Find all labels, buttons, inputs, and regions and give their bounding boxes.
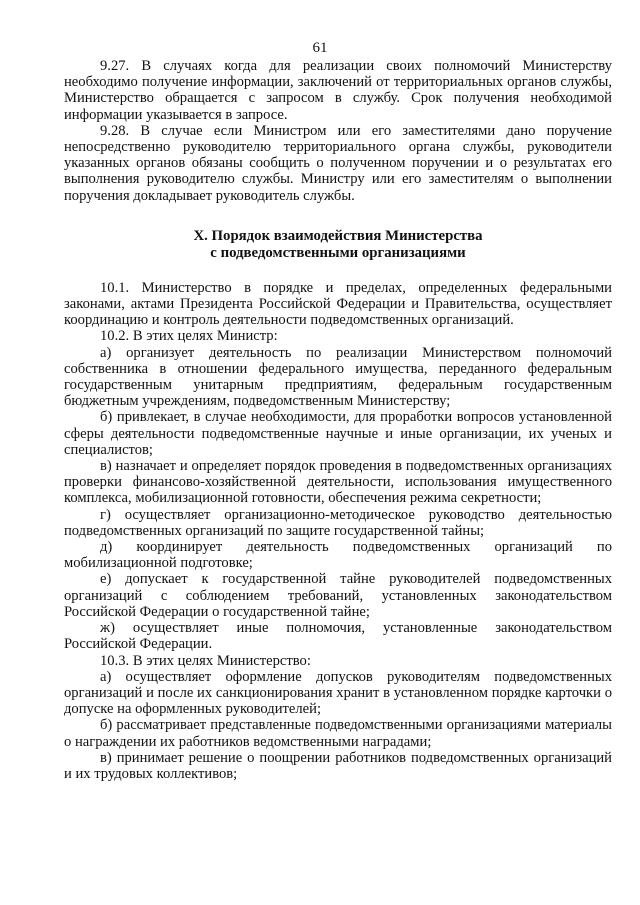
section-heading-line-2: с подведомственными организациями — [210, 244, 466, 261]
paragraph-10-2: 10.2. В этих целях Министр: — [100, 328, 278, 345]
section-heading — [64, 228, 612, 262]
list-item-10-2-b: б) привлекает, в случае необходимости, для проработки вопросов установленной сферы деятельности подведомственные научные и иные организации, их ученых и специалистов; — [64, 409, 612, 458]
document-body — [64, 58, 612, 782]
section-heading-line-1: X. Порядок взаимодействия Министерства — [193, 227, 483, 244]
page-number: 61 — [312, 40, 328, 56]
list-item-10-3-v: в) принимает решение о поощрении работников подведомственных организаций и их трудовых коллективов; — [64, 749, 612, 782]
paragraph-10-1: 10.1. Министерство в порядке и пределах, определенных федеральными законами, актами Президента Российской Федерации и Правительства, осуществляет координацию и контроль деятельности подведомственных организаций. — [64, 279, 612, 329]
list-item-10-2-d: д) координирует деятельность подведомственных организаций по мобилизационной подготовке; — [64, 539, 612, 572]
paragraph-9-27: 9.27. В случаях когда для реализации своих полномочий Министерству необходимо получение информации, заключений от территориальных органов службы, Министерство обращается с запросом в службу. Срок получения необходимой информации указывается в запросе. — [64, 58, 612, 123]
list-item-10-2-g: г) осуществляет организационно-методическое руководство деятельностью подведомственных организаций по защите государственной тайны; — [64, 506, 612, 539]
list-item-10-3-b: б) рассматривает представленные подведомственными организациями материалы о награждении их работников ведомственными наградами; — [64, 717, 612, 750]
list-item-10-3-a: а) осуществляет оформление допусков руководителям подведомственных организаций и после их санкционирования хранит в установленном порядке карточки о допуске на оформленных руководителей; — [64, 668, 612, 718]
list-item-10-2-v: в) назначает и определяет порядок проведения в подведомственных организациях проверки финансово-хозяйственной деятельности, использования имущественного комплекса, мобилизационной готовности, обеспечения режима секретности; — [64, 458, 612, 507]
paragraph-10-3: 10.3. В этих целях Министерство: — [100, 652, 311, 669]
list-item-10-2-zh: ж) осуществляет иные полномочия, установленные законодательством Российской Федерации. — [64, 620, 612, 653]
list-item-10-2-e: е) допускает к государственной тайне руководителей подведомственных организаций с соблюдением требований, установленных законодательством Российской Федерации о государственной тайне; — [64, 571, 612, 620]
list-item-10-2-a: а) организует деятельность по реализации Министерством полномочий собственника в отношении федерального имущества, переданного федеральным государственным унитарным предприятиям, федеральным государственным бюджетным учреждениям, подведомственным Министерству; — [64, 344, 612, 410]
paragraph-9-28: 9.28. В случае если Министром или его заместителями дано поручение непосредственно руководителю территориального органа службы, руководители указанных органов обязаны сообщить о полученном поручении и о результатах его выполнения руководителю службы. Министру или его заместителям о выполнении поручения докладывает руководитель службы. — [64, 122, 612, 204]
